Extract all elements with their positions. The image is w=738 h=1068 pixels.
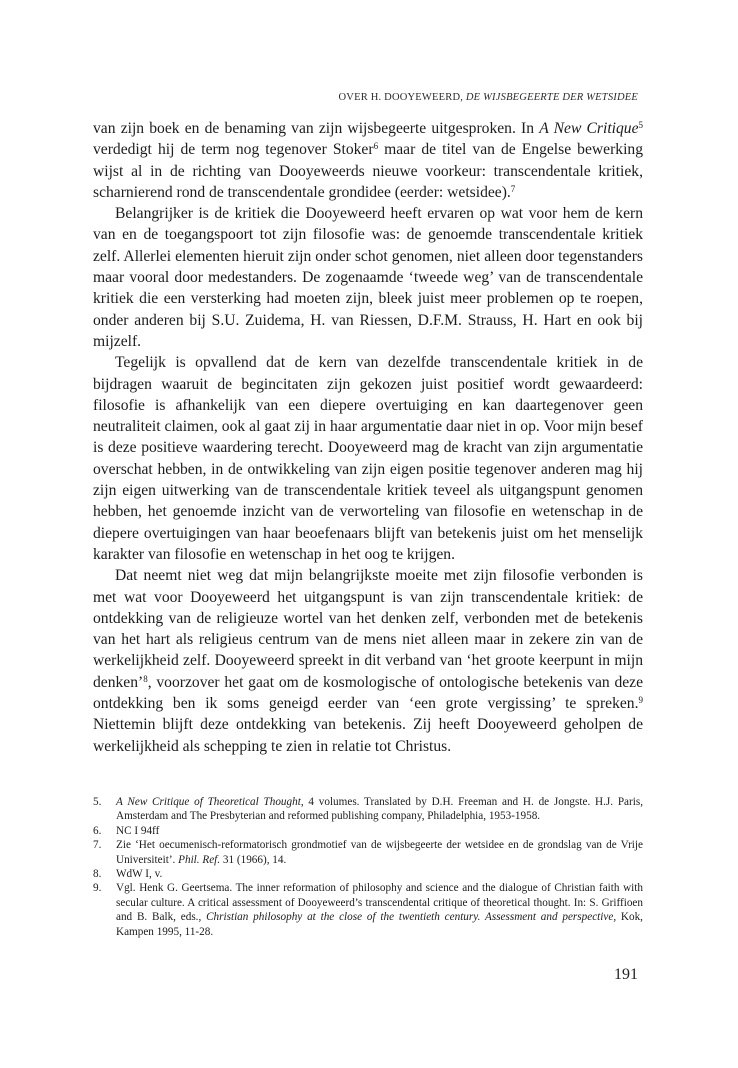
text-run: Tegelijk is opvallend dat de kern van dezelfde transcendentale kritiek in de bijdragen waaruit de begincitaten zijn gekozen juist positief wordt gewaardeerd: filosofie is afhankelijk van een diepere overtuiging en kan daartegenover geen neutraliteit claimen, ook al gaat zij in haar argumentatie daar niet in op. Voor mijn besef is deze positieve waardering terecht. Dooyeweerd mag de kracht van zijn argumentatie overschat hebben, in de ontwikkeling van zijn eigen positie tegenover anderen mag hij zijn eigen uitwerking van de transcendentale kritiek teveel als uitgangspunt genomen hebben, het genoemde inzicht van de verworteling van filosofie en wetenschap in de diepere overtuigingen van haar beoefenaars blijft van betekenis juist om het menselijk karakter van filosofie en wetenschap in het oog te krijgen. bbox=[93, 354, 643, 563]
page-number: 191 bbox=[614, 966, 638, 983]
footnote bbox=[93, 867, 643, 881]
text-run: 31 (1966), 14. bbox=[220, 853, 287, 866]
footnote-number: 8. bbox=[93, 868, 102, 881]
body-paragraph bbox=[93, 118, 643, 203]
footnote-text bbox=[116, 881, 643, 939]
italic-text: Phil. Ref. bbox=[178, 853, 221, 866]
footnote-number: 7. bbox=[93, 839, 102, 852]
text-run: Dat neemt niet weg dat mijn belangrijkste moeite met zijn filosofie verbonden is met wat voor Dooyeweerd het uitgangspunt is van zijn transcendentale kritiek: de ontdekking van de religieuze wortel van het denken zelf, verbonden met de betekenis van het hart als religieus centrum van de mens niet alleen maar in zekere zin van de werkelijkheid zelf. Dooyeweerd spreekt in dit verband van ‘het groote keerpunt in mijn denken’ bbox=[93, 567, 643, 691]
text-run: Belangrijker is de kritiek die Dooyeweerd heeft ervaren op wat voor hem de kern van en de toegangspoort tot zijn filosofie was: de genoemde transcendentale kritiek zelf. Allerlei elementen hieruit zijn onder schot genomen, niet alleen door tegenstanders maar vooral door medestanders. De zogenaamde ‘tweede weg’ van de transcendentale kritiek die een versterking had moeten zijn, bleek juist meer problemen op te roepen, onder anderen bij S.U. Zuidema, H. van Riessen, D.F.M. Strauss, H. Hart en ook bij mijzelf. bbox=[93, 205, 643, 350]
running-header bbox=[339, 92, 638, 103]
footnote-text bbox=[116, 824, 643, 838]
footnote-number: 6. bbox=[93, 824, 102, 837]
footnote-reference[interactable]: 9 bbox=[638, 695, 643, 706]
running-header-title: DE WIJSBEGEERTE DER WETSIDEE bbox=[465, 92, 638, 103]
body-paragraph bbox=[93, 352, 643, 565]
footnote-reference[interactable]: 6 bbox=[373, 141, 379, 152]
text-run: Vgl. Henk G. Geertsema. The inner reformation of philosophy and science and the dialogue of Christian faith with secular culture. A critical assessment of Dooyeweerd’s transcendental critique of theoretical thought. In: S. Griffioen and B. Balk, eds., bbox=[116, 882, 643, 924]
footnote bbox=[93, 881, 643, 939]
footnote-text bbox=[116, 838, 643, 867]
italic-text: Christian philosophy at the close of the twentieth century. Assessment and perspective bbox=[206, 911, 614, 924]
text-run: , Kok, Kampen 1995, 11-28. bbox=[116, 911, 643, 938]
footnote bbox=[93, 838, 643, 867]
footnote bbox=[93, 795, 643, 824]
text-run: NC I 94ff bbox=[116, 824, 160, 837]
text-run: Niettemin blijft deze ontdekking van betekenis. Zij heeft Dooyeweerd geholpen de werkelijkheid als schepping te zien in relatie tot Christus. bbox=[93, 716, 643, 755]
footnote-number: 9. bbox=[93, 882, 102, 895]
footnote-reference[interactable]: 7 bbox=[510, 183, 516, 194]
running-header-prefix: OVER H. DOOYEWEERD, bbox=[338, 92, 466, 103]
italic-text: A New Critique bbox=[539, 120, 639, 137]
footnote-number: 5. bbox=[93, 796, 102, 808]
text-run: van zijn boek en de benaming van zijn wijsbegeerte uitgesproken. In bbox=[93, 120, 540, 137]
text-run: Zie ‘Het oecumenisch-reformatorisch grondmotief van de wijsbegeerte der wetsidee en de grondslag van de Vrije Universiteit’. bbox=[116, 839, 643, 866]
italic-text: A New Critique of Theoretical Thought bbox=[116, 796, 301, 808]
body-text bbox=[93, 118, 643, 757]
text-run: verdedigt hij de term nog tegenover Stoker bbox=[93, 141, 374, 159]
footnote-text bbox=[116, 867, 643, 881]
footnotes bbox=[93, 795, 643, 939]
body-paragraph bbox=[93, 565, 643, 757]
footnote-reference[interactable]: 8 bbox=[143, 673, 148, 684]
footnote bbox=[93, 824, 643, 838]
text-run: , 4 volumes. Translated by D.H. Freeman and H. de Jongste. H.J. Paris, Amsterdam and The Presbyterian and reformed publishing company, Philadelphia, 1953-1958. bbox=[116, 796, 643, 823]
body-paragraph bbox=[93, 203, 643, 352]
footnote-reference[interactable]: 5 bbox=[638, 120, 644, 130]
text-run: , voorzover het gaat om de kosmologische of ontologische betekenis van deze ontdekking ben ik soms geneigd eerder van ‘een grote vergissing’ te spreken. bbox=[93, 673, 643, 713]
text-run: WdW I, v. bbox=[116, 868, 163, 881]
footnote-text bbox=[116, 795, 643, 824]
text-run: maar de titel van de Engelse bewerking wijst al in de richting van Dooyeweerds nieuwe voorkeur: transcendentale kritiek, scharnierend rond de transcendentale grondidee (eerder: wetsidee). bbox=[93, 141, 643, 201]
